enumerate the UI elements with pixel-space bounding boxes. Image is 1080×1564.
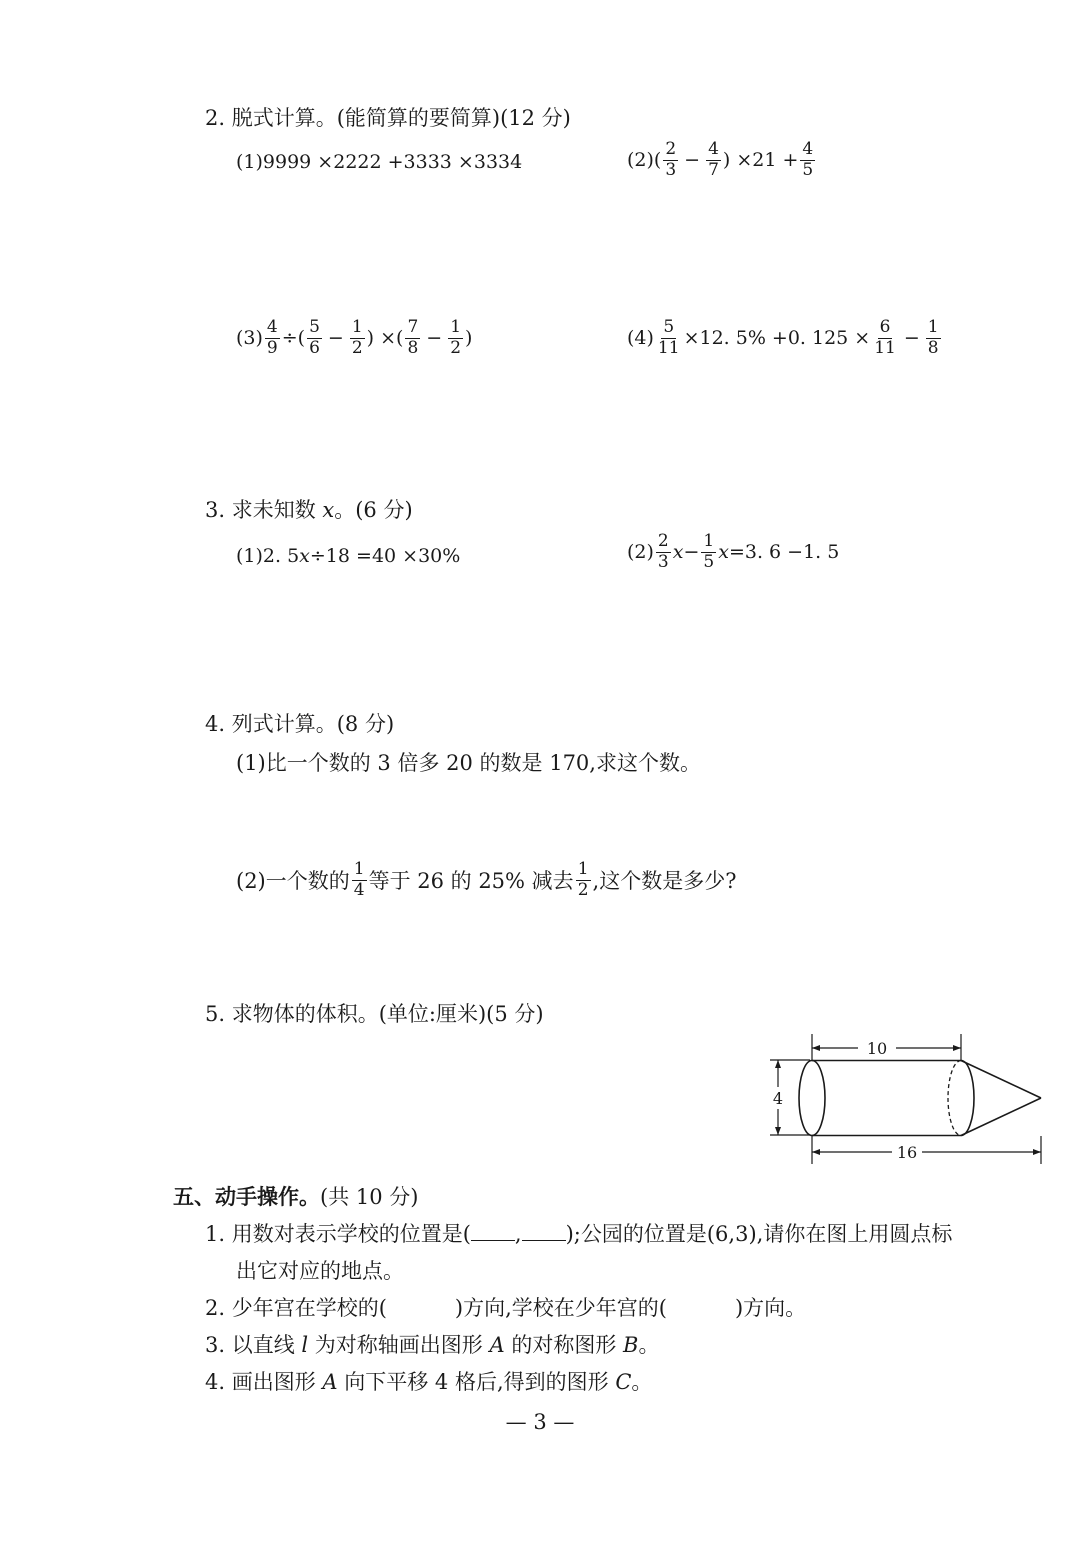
q2-problem-1: (1)9999 ×2222 +3333 ×3334	[236, 151, 523, 173]
q5-title: 5. 求物体的体积。(单位:厘米)(5 分)	[205, 1002, 544, 1026]
section5-heading: 五、动手操作。(共 10 分)	[173, 1184, 419, 1209]
fraction: 2 3	[657, 531, 669, 572]
answer-blank[interactable]	[522, 1222, 566, 1241]
cylinder-cone-diagram	[762, 1032, 1048, 1170]
section5-item-2: 2. 少年宫在学校的( )方向,学校在少年宫的( )方向。	[205, 1296, 807, 1320]
fraction: 5 6	[309, 317, 320, 358]
answer-blank[interactable]	[471, 1222, 515, 1241]
fraction: $\frac{1}{2}$	[450, 317, 462, 358]
q4-problem-1: (1)比一个数的 3 倍多 20 的数是 170,求这个数。	[236, 751, 701, 775]
fraction: 7 8	[407, 317, 419, 358]
q4-problem-2: (2)一个数的 1 4 等于 26 的 25% 减去 1 2 ,这个数是多少?	[236, 859, 737, 900]
fraction: $\frac{4}{5}$	[802, 139, 814, 180]
fraction: $\frac{4}{9}$	[266, 317, 278, 358]
fraction: 1 4	[353, 859, 365, 900]
section5-item-1-line2: 出它对应的地点。	[236, 1259, 404, 1283]
fraction: $\frac{1}{5}$	[703, 531, 715, 572]
q3-problem-1: (1)2. 5 x ÷18 =40 ×30%	[236, 545, 461, 567]
fraction: $\frac{1}{2}$	[351, 317, 363, 358]
q2-p2-prefix: (2)(	[627, 149, 662, 172]
page-number: — 3 —	[505, 1410, 575, 1434]
dimension-left-label: 4	[772, 1089, 784, 1108]
q4-title: 4. 列式计算。(8 分)	[205, 712, 395, 736]
fraction: $\frac{4}{7}$	[708, 139, 719, 180]
fraction: 2 3	[665, 139, 677, 180]
q2-problem-3: (3) $\frac{4}{9}$ ÷( 5 6 − $\frac{1}{2}$ ) ×( 7 8 − $\frac{1}{2}$ )	[236, 317, 473, 358]
fraction: $\frac{5}{11}$	[657, 317, 680, 358]
q2-problem-2: (2)( 2 3 − $\frac{4}{7}$ ) ×21 + $\frac{4}{5}$	[627, 139, 814, 180]
q2-problem-4: (4) $\frac{5}{11}$ ×12. 5% +0. 125 × $\frac{6}{11}$ − $\frac{1}{8}$	[627, 317, 939, 358]
q3-problem-2: (2) 2 3 x − $\frac{1}{5}$ x =3. 6 −1. 5	[627, 531, 840, 572]
fraction: $\frac{1}{8}$	[927, 317, 939, 358]
dimension-top-label: 10	[866, 1039, 888, 1058]
section5-item-4: 4. 画出图形 A 向下平移 4 格后,得到的图形 C。	[205, 1370, 653, 1394]
fraction: $\frac{6}{11}$	[874, 317, 896, 358]
q3-title: 3. 求未知数 x。(6 分)	[205, 498, 413, 522]
section5-item-3: 3. 以直线 l 为对称轴画出图形 A 的对称图形 B。	[205, 1333, 660, 1357]
section5-item-1: 1. 用数对表示学校的位置是( , );公园的位置是(6,3),请你在图上用圆点标	[205, 1222, 953, 1246]
q2-title: 2. 脱式计算。(能简算的要简算)(12 分)	[205, 106, 571, 130]
fraction: 1 2	[577, 859, 589, 900]
dimension-bottom-label: 16	[896, 1143, 918, 1162]
